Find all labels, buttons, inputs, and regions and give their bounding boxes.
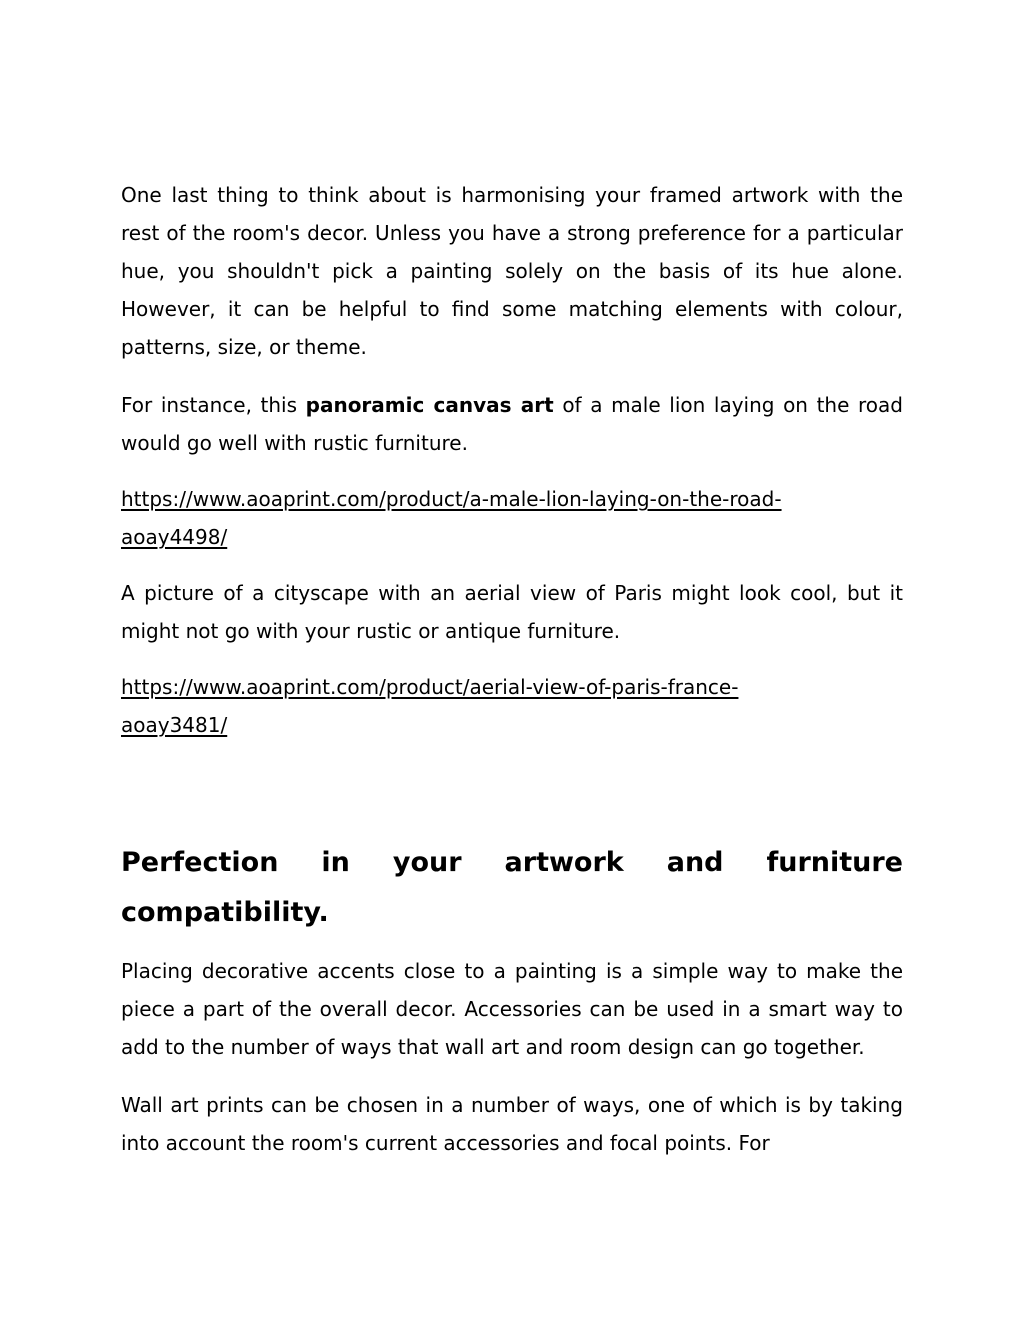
- section-heading-line2: compatibility.: [121, 897, 329, 928]
- paragraph-decorative-accents: Placing decorative accents close to a painting is a simple way to make the piece a part of the overall decor. Accessories can be used in a smart way to add to the number of ways that wall art and room design can go together.: [121, 959, 903, 1059]
- link-paris-product[interactable]: https://www.aoaprint.com/product/aerial-view-of-paris-france- aoay3481/: [121, 675, 739, 737]
- paragraph-paris-example: A picture of a cityscape with an aerial view of Paris might look cool, but it might not go with your rustic or antique furniture.: [121, 581, 903, 643]
- document-page: [121, 176, 903, 1182]
- paragraph-harmonising: One last thing to think about is harmonising your framed artwork with the rest of the room's decor. Unless you have a strong preference for a particular hue, you shouldn't pick a painting solely on the basis of its hue alone. However, it can be helpful to find some matching elements with colour, patterns, size, or theme.: [121, 183, 903, 359]
- paragraph-wall-art-prints: Wall art prints can be chosen in a number of ways, one of which is by taking into account the room's current accessories and focal points. For: [121, 1093, 903, 1155]
- link-lion-container: [121, 480, 903, 556]
- paragraph-lion-text-end: of a male lion laying on the road would go well with rustic furniture.: [121, 393, 903, 455]
- link-lion-product[interactable]: https://www.aoaprint.com/product/a-male-lion-laying-on-the-road- aoay4498/: [121, 487, 782, 549]
- link-paris-container: [121, 668, 903, 744]
- panoramic-canvas-art-term: panoramic canvas art: [305, 393, 554, 417]
- paragraph-lion-example: [121, 386, 903, 462]
- section-heading: [121, 838, 903, 938]
- paragraph-lion-text-start: For instance, this: [121, 393, 306, 417]
- section-heading-line1: Perfection in your artwork and furniture: [121, 847, 903, 878]
